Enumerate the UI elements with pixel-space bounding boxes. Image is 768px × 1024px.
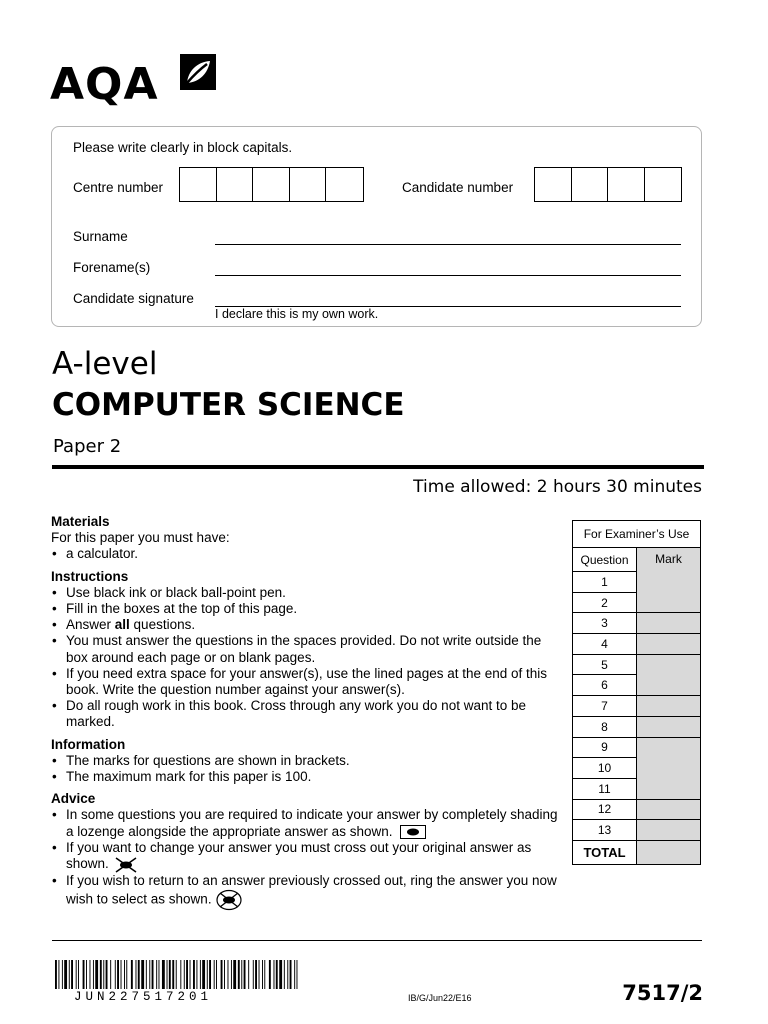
list-item: • a calculator. xyxy=(51,546,561,562)
list-item: • Do all rough work in this book. Cross through any work you do not want to be marked. xyxy=(51,698,561,730)
paper-name: Paper 2 xyxy=(53,436,122,457)
list-item: • You must answer the questions in the spaces provided. Do not write outside the box around each page or on blank pages. xyxy=(51,633,561,665)
mark-cell xyxy=(637,799,701,820)
mark-cell xyxy=(637,654,701,695)
list-item-text: questions. xyxy=(129,617,196,633)
table-row xyxy=(573,840,701,864)
question-number: 12 xyxy=(573,799,637,820)
signature-field[interactable] xyxy=(215,293,681,307)
list-item: • Use black ink or black ball-point pen. xyxy=(51,585,561,601)
table-row xyxy=(573,737,701,758)
question-number: 2 xyxy=(573,592,637,613)
candidate-details-box xyxy=(51,126,702,327)
table-row xyxy=(573,820,701,841)
mark-cell xyxy=(637,696,701,717)
examiner-table-title: For Examiner’s Use xyxy=(573,521,701,548)
list-item: • If you need extra space for your answer(s), use the lined pages at the end of this book. Write the question number against your answer(s). xyxy=(51,666,561,698)
mark-column-header: Mark xyxy=(637,548,701,613)
question-number: 10 xyxy=(573,758,637,779)
candidate-number-boxes[interactable] xyxy=(534,167,682,202)
list-item-text: If you want to change your answer you must cross out your original answer as shown. xyxy=(66,839,532,872)
question-number: 8 xyxy=(573,716,637,737)
question-number: 7 xyxy=(573,696,637,717)
centre-number-digit[interactable] xyxy=(217,168,254,201)
mark-cell xyxy=(637,613,701,634)
surname-field[interactable] xyxy=(215,231,681,245)
logo-text: AQA xyxy=(50,59,159,110)
list-item xyxy=(51,807,561,839)
question-number: 1 xyxy=(573,572,637,593)
materials-heading: Materials xyxy=(51,514,110,529)
aqa-logo xyxy=(50,54,220,114)
list-item: • The marks for questions are shown in brackets. xyxy=(51,753,561,769)
table-row xyxy=(573,696,701,717)
front-cover-instructions xyxy=(51,514,561,917)
signature-label: Candidate signature xyxy=(73,291,194,306)
list-item xyxy=(51,840,561,873)
mark-cell xyxy=(637,737,701,799)
candidate-number-label: Candidate number xyxy=(402,180,514,195)
centre-number-digit[interactable] xyxy=(253,168,290,201)
shaded-lozenge-icon xyxy=(400,825,426,839)
table-row xyxy=(573,548,701,572)
emphasis-text: all xyxy=(114,617,130,633)
surname-label: Surname xyxy=(73,229,128,244)
list-item: • Fill in the boxes at the top of this page. xyxy=(51,601,561,617)
centre-number-label: Centre number xyxy=(73,180,164,195)
table-row xyxy=(573,634,701,655)
aqa-leaf-icon xyxy=(180,54,216,90)
question-number: 3 xyxy=(573,613,637,634)
list-item xyxy=(51,617,561,633)
mark-cell xyxy=(637,634,701,655)
advice-heading: Advice xyxy=(51,791,96,807)
declaration-text: I declare this is my own work. xyxy=(215,307,379,321)
table-row xyxy=(573,654,701,675)
information-heading: Information xyxy=(51,736,126,752)
list-item-text: In some questions you are required to indicate your answer by completely shading a lozenge alongside the appropriate answer as shown. xyxy=(66,807,558,839)
instructions-section xyxy=(51,569,561,731)
block-capitals-instruction: Please write clearly in block capitals. xyxy=(73,140,293,155)
question-number: 9 xyxy=(573,737,637,758)
table-row xyxy=(573,716,701,737)
footer-divider xyxy=(52,940,702,941)
forename-label: Forename(s) xyxy=(73,260,151,275)
centre-number-boxes[interactable] xyxy=(179,167,364,202)
paper-code: 7517/2 xyxy=(622,981,703,1005)
advice-section xyxy=(51,791,561,910)
centre-number-digit[interactable] xyxy=(290,168,327,201)
candidate-number-digit[interactable] xyxy=(572,168,609,201)
subject-title: COMPUTER SCIENCE xyxy=(52,387,405,423)
centre-number-digit[interactable] xyxy=(180,168,217,201)
candidate-number-digit[interactable] xyxy=(608,168,645,201)
question-number: 6 xyxy=(573,675,637,696)
table-row xyxy=(573,613,701,634)
information-section xyxy=(51,737,561,786)
mark-cell xyxy=(637,716,701,737)
document-reference: IB/G/Jun22/E16 xyxy=(408,993,472,1003)
list-item xyxy=(51,873,561,911)
barcode xyxy=(55,960,299,989)
crossed-lozenge-icon xyxy=(113,857,139,873)
question-column-header: Question xyxy=(573,548,637,572)
qualification-level: A-level xyxy=(52,346,158,382)
question-number: 5 xyxy=(573,654,637,675)
candidate-number-digit[interactable] xyxy=(535,168,572,201)
materials-intro: For this paper you must have: xyxy=(51,530,230,546)
barcode-text: JUN227517201 xyxy=(74,990,213,1004)
ringed-lozenge-icon xyxy=(215,889,243,911)
question-number: 4 xyxy=(573,634,637,655)
title-divider xyxy=(52,465,704,469)
list-item-text: If you wish to return to an answer previously crossed out, ring the answer you now wish to select as shown. xyxy=(66,872,557,907)
question-number: 11 xyxy=(573,778,637,799)
list-item-text: Answer xyxy=(66,617,115,633)
table-row xyxy=(573,521,701,548)
mark-cell xyxy=(637,820,701,841)
materials-section xyxy=(51,514,561,563)
candidate-number-digit[interactable] xyxy=(645,168,682,201)
forename-field[interactable] xyxy=(215,262,681,276)
examiner-use-table xyxy=(572,520,701,865)
total-mark-cell xyxy=(637,840,701,864)
total-label: TOTAL xyxy=(573,840,637,864)
centre-number-digit[interactable] xyxy=(326,168,363,201)
time-allowed: Time allowed: 2 hours 30 minutes xyxy=(413,477,702,497)
instructions-heading: Instructions xyxy=(51,568,129,584)
list-item: • The maximum mark for this paper is 100. xyxy=(51,769,561,785)
question-number: 13 xyxy=(573,820,637,841)
table-row xyxy=(573,799,701,820)
